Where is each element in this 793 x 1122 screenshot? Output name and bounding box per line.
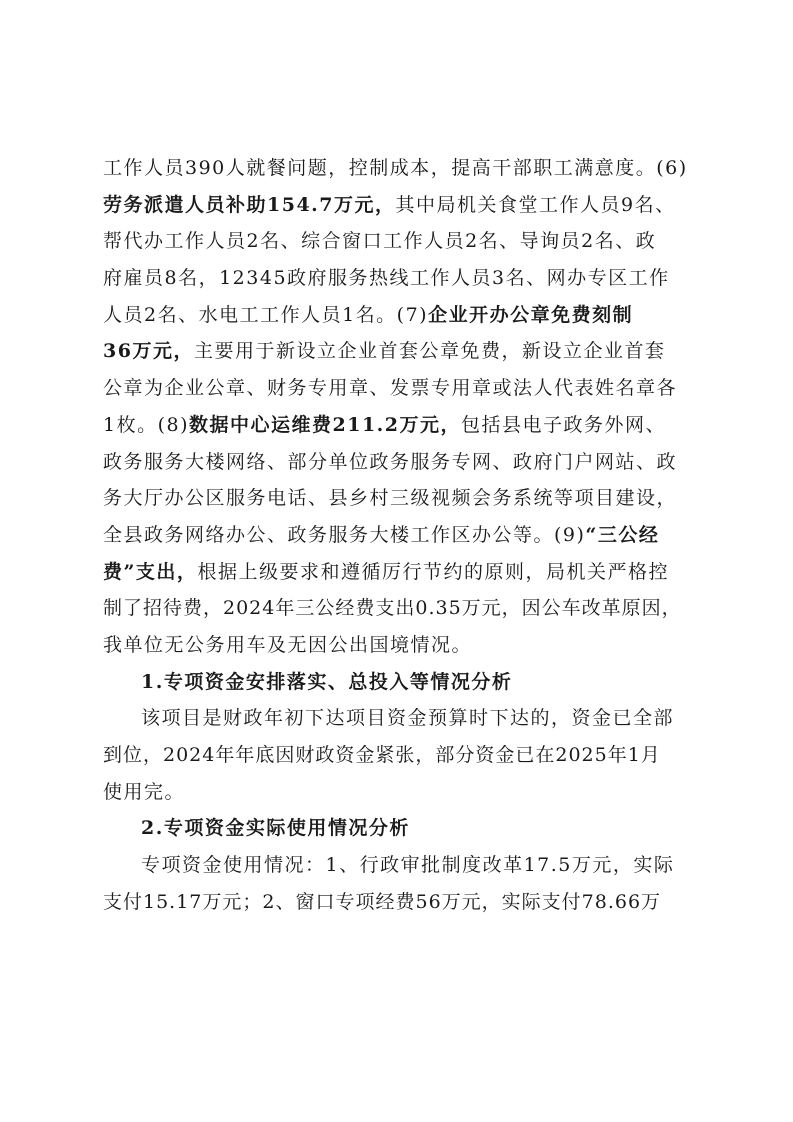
three-public-expenses-start: “三公经 bbox=[585, 523, 660, 546]
body-line-2-rest: 其中局机关食堂工作人员9名、 bbox=[395, 193, 676, 216]
section-2-line-2: 支付15.17万元；2、窗口专项经费56万元，实际支付78.66万 bbox=[103, 890, 662, 913]
body-line-11 bbox=[103, 517, 693, 554]
body-line-2 bbox=[103, 187, 693, 224]
three-public-expenses-end: 费”支出， bbox=[103, 560, 198, 583]
body-line-3: 帮代办工作人员2名、综合窗口工作人员2名、导询员2名、政 bbox=[103, 230, 657, 253]
body-line-8-pre: 1枚。(8) bbox=[103, 413, 190, 436]
section-1-line-3: 使用完。 bbox=[103, 780, 186, 803]
body-line-10: 务大厅办公区服务电话、县乡村三级视频会务系统等项目建设， bbox=[103, 487, 678, 510]
section-1-line-2: 到位，2024年年底因财政资金紧张，部分资金已在2025年1月 bbox=[103, 744, 661, 766]
body-line-12 bbox=[103, 554, 693, 591]
body-line-9: 政务服务大楼网络、部分单位政务服务专网、政府门户网站、政 bbox=[103, 450, 678, 473]
body-line-8-rest: 包括县电子政务外网、 bbox=[461, 413, 667, 436]
body-line-6 bbox=[103, 333, 693, 370]
body-line-4: 府雇员8名，12345政府服务热线工作人员3名、网办专区工作 bbox=[103, 267, 670, 290]
body-line-7: 公章为企业公章、财务专用章、发票专用章或法人代表姓名章各 bbox=[103, 377, 678, 400]
body-line-5-pre: 人员2名、水电工工作人员1名。(7) bbox=[103, 303, 429, 326]
body-line-5 bbox=[103, 297, 693, 334]
seal-engraving-item: 企业开办公章免费刻制 bbox=[428, 303, 634, 326]
seal-engraving-amount: 36万元， bbox=[103, 340, 194, 363]
body-line-1: 工作人员390人就餐问题，控制成本，提高干部职工满意度。(6) bbox=[103, 157, 688, 179]
body-line-11-pre: 全县政务网络办公、政务服务大楼工作区办公等。(9) bbox=[103, 523, 586, 546]
labor-dispatch-subsidy: 劳务派遣人员补助154.7万元， bbox=[103, 193, 396, 216]
body-line-8 bbox=[103, 407, 693, 444]
section-1-line-1: 该项目是财政年初下达项目资金预算时下达的，资金已全部 bbox=[141, 707, 675, 730]
section-2-heading: 2.专项资金实际使用情况分析 bbox=[141, 817, 410, 840]
body-line-6-rest: 主要用于新设立企业首套公章免费，新设立企业首套 bbox=[193, 340, 666, 363]
data-center-fee: 数据中心运维费211.2万元， bbox=[189, 413, 462, 436]
body-line-12-rest: 根据上级要求和遵循厉行节约的原则，局机关严格控 bbox=[197, 560, 669, 583]
body-line-14: 我单位无公务用车及无因公出国境情况。 bbox=[103, 633, 473, 656]
body-line-13: 制了招待费，2024年三公经费支出0.35万元，因公车改革原因， bbox=[103, 597, 682, 620]
section-1-heading: 1.专项资金安排落实、总投入等情况分析 bbox=[141, 670, 513, 693]
section-2-line-1: 专项资金使用情况：1、行政审批制度改革17.5万元，实际 bbox=[141, 854, 675, 877]
